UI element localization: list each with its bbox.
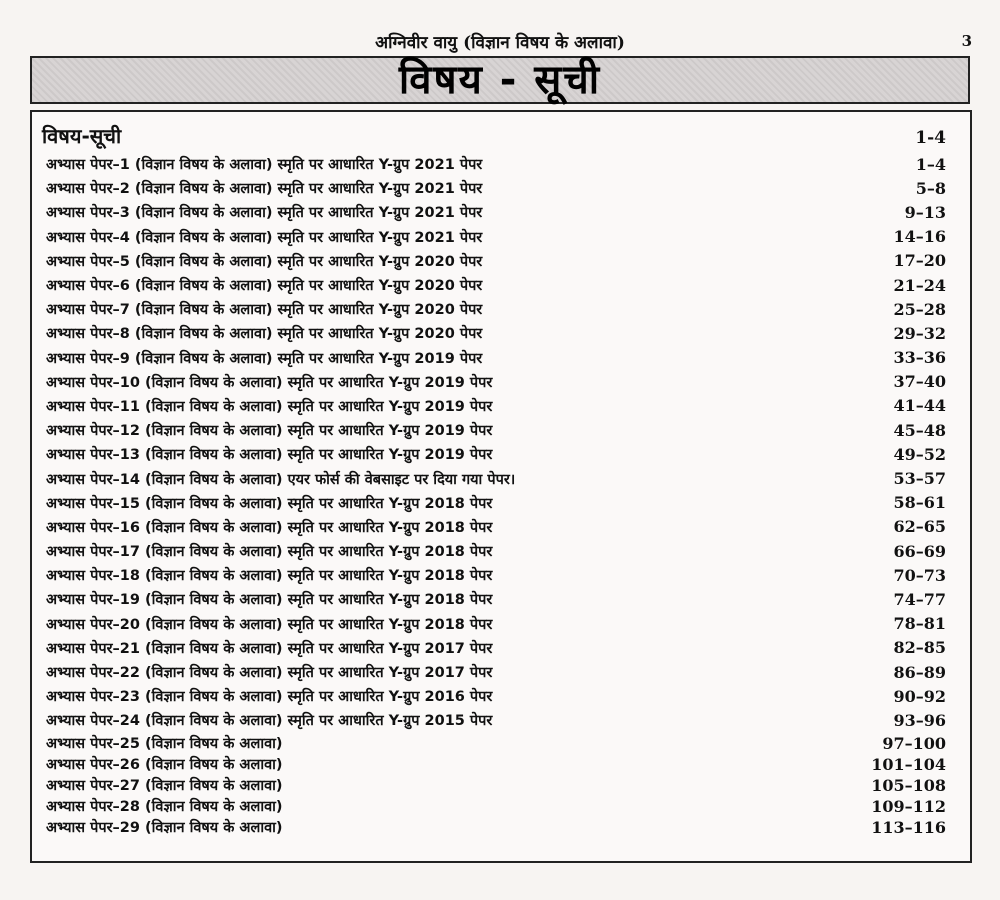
toc-entry-title: अभ्यास पेपर–10 (विज्ञान विषय के अलावा) स्मृति पर आधारित Y-ग्रुप 2019 पेपर: [46, 374, 493, 391]
toc-entry[interactable]: [46, 321, 946, 345]
toc-entry[interactable]: [46, 563, 946, 587]
toc-entry[interactable]: [46, 660, 946, 684]
toc-entry-title: अभ्यास पेपर–26 (विज्ञान विषय के अलावा): [46, 757, 283, 773]
toc-entry-pages: 33–36: [893, 348, 946, 368]
toc-entry[interactable]: [46, 249, 946, 273]
toc-entry-pages: 90–92: [893, 686, 946, 706]
toc-entry-pages: 21–24: [893, 275, 946, 295]
toc-entry-title: अभ्यास पेपर–1 (विज्ञान विषय के अलावा) स्मृति पर आधारित Y-ग्रुप 2021 पेपर: [46, 157, 483, 174]
toc-entry[interactable]: [46, 684, 946, 708]
toc-entry-title: अभ्यास पेपर–23 (विज्ञान विषय के अलावा) स्मृति पर आधारित Y-ग्रुप 2016 पेपर: [46, 689, 493, 706]
toc-entry-title: अभ्यास पेपर–18 (विज्ञान विषय के अलावा) स्मृति पर आधारित Y-ग्रुप 2018 पेपर: [46, 568, 493, 585]
toc-entry-pages: 45–48: [893, 420, 946, 440]
toc-entry[interactable]: [46, 225, 946, 249]
toc-entry-title: अभ्यास पेपर–12 (विज्ञान विषय के अलावा) स्मृति पर आधारित Y-ग्रुप 2019 पेपर: [46, 423, 493, 440]
toc-entry-title: अभ्यास पेपर–19 (विज्ञान विषय के अलावा) स्मृति पर आधारित Y-ग्रुप 2018 पेपर: [46, 592, 493, 609]
toc-entry-title: अभ्यास पेपर–22 (विज्ञान विषय के अलावा) स्मृति पर आधारित Y-ग्रुप 2017 पेपर: [46, 665, 493, 682]
toc-entry-title: अभ्यास पेपर–15 (विज्ञान विषय के अलावा) स्मृति पर आधारित Y-ग्रुप 2018 पेपर: [46, 495, 493, 512]
toc-entry-title: अभ्यास पेपर–6 (विज्ञान विषय के अलावा) स्मृति पर आधारित Y-ग्रुप 2020 पेपर: [46, 278, 483, 295]
toc-entry-pages: 17–20: [893, 251, 946, 271]
toc-entry-title: अभ्यास पेपर–11 (विज्ञान विषय के अलावा) स्मृति पर आधारित Y-ग्रुप 2019 पेपर: [46, 398, 493, 415]
toc-entry[interactable]: [46, 466, 946, 490]
toc-entry-pages: 53–57: [893, 469, 946, 489]
toc-entry-title: अभ्यास पेपर–5 (विज्ञान विषय के अलावा) स्मृति पर आधारित Y-ग्रुप 2020 पेपर: [46, 253, 483, 270]
toc-entry[interactable]: [46, 273, 946, 297]
toc-entry-pages: 25–28: [893, 299, 946, 319]
toc-entry-pages: 1–4: [915, 154, 946, 174]
banner-title: विषय - सूची: [398, 57, 602, 103]
toc-entry[interactable]: [46, 442, 946, 466]
toc-entry[interactable]: [46, 612, 946, 636]
toc-entry[interactable]: [46, 394, 946, 418]
toc-entry-pages: 5–8: [915, 178, 946, 198]
toc-entry-pages: 14–16: [893, 227, 946, 247]
toc-entry-title: अभ्यास पेपर–2 (विज्ञान विषय के अलावा) स्मृति पर आधारित Y-ग्रुप 2021 पेपर: [46, 181, 483, 198]
toc-entry-title: अभ्यास पेपर–4 (विज्ञान विषय के अलावा) स्मृति पर आधारित Y-ग्रुप 2021 पेपर: [46, 229, 483, 246]
table-of-contents: [30, 110, 972, 863]
toc-entry[interactable]: [46, 176, 946, 200]
toc-entry-pages: 105–108: [871, 775, 946, 795]
toc-entry[interactable]: [46, 418, 946, 442]
toc-entry-pages: 9–13: [904, 202, 946, 222]
toc-heading-pages: 1-4: [915, 128, 946, 148]
toc-entry-title: अभ्यास पेपर–3 (विज्ञान विषय के अलावा) स्मृति पर आधारित Y-ग्रुप 2021 पेपर: [46, 205, 483, 222]
toc-entry[interactable]: [46, 515, 946, 539]
toc-entry-pages: 70–73: [893, 565, 946, 585]
toc-entry-title: अभ्यास पेपर–27 (विज्ञान विषय के अलावा): [46, 778, 283, 794]
toc-heading: विषय-सूची: [42, 124, 122, 148]
toc-entry-pages: 93–96: [893, 710, 946, 730]
toc-entry-title: अभ्यास पेपर–7 (विज्ञान विषय के अलावा) स्मृति पर आधारित Y-ग्रुप 2020 पेपर: [46, 302, 483, 319]
toc-entry[interactable]: [46, 370, 946, 394]
toc-entry[interactable]: [46, 796, 946, 817]
toc-entry-pages: 74–77: [893, 589, 946, 609]
toc-entry[interactable]: [46, 636, 946, 660]
toc-entry-title: अभ्यास पेपर–17 (विज्ञान विषय के अलावा) स्मृति पर आधारित Y-ग्रुप 2018 पेपर: [46, 544, 493, 561]
toc-entry-title: अभ्यास पेपर–28 (विज्ञान विषय के अलावा): [46, 799, 283, 815]
toc-entry[interactable]: [46, 754, 946, 775]
toc-entry-pages: 78–81: [893, 614, 946, 634]
toc-entries: [46, 152, 946, 838]
toc-entry-pages: 37–40: [893, 372, 946, 392]
toc-entry[interactable]: [46, 152, 946, 176]
toc-entry[interactable]: [46, 346, 946, 370]
toc-entry[interactable]: [46, 200, 946, 224]
toc-entry-pages: 66–69: [893, 541, 946, 561]
toc-entry[interactable]: [46, 491, 946, 515]
toc-entry-pages: 41–44: [893, 396, 946, 416]
title-banner: [30, 56, 970, 104]
toc-entry-title: अभ्यास पेपर–14 (विज्ञान विषय के अलावा) एयर फोर्स की वेबसाइट पर दिया गया पेपर।: [46, 471, 516, 488]
toc-entry-title: अभ्यास पेपर–21 (विज्ञान विषय के अलावा) स्मृति पर आधारित Y-ग्रुप 2017 पेपर: [46, 640, 493, 657]
toc-entry-pages: 62–65: [893, 517, 946, 537]
toc-entry-title: अभ्यास पेपर–20 (विज्ञान विषय के अलावा) स्मृति पर आधारित Y-ग्रुप 2018 पेपर: [46, 616, 493, 633]
toc-entry[interactable]: [46, 775, 946, 796]
toc-heading-row: [42, 122, 946, 150]
toc-entry[interactable]: [46, 817, 946, 838]
toc-entry-pages: 49–52: [893, 444, 946, 464]
toc-entry-pages: 86–89: [893, 662, 946, 682]
toc-entry-title: अभ्यास पेपर–25 (विज्ञान विषय के अलावा): [46, 736, 283, 752]
toc-entry-pages: 82–85: [893, 638, 946, 658]
toc-entry[interactable]: [46, 733, 946, 754]
toc-entry-title: अभ्यास पेपर–24 (विज्ञान विषय के अलावा) स्मृति पर आधारित Y-ग्रुप 2015 पेपर: [46, 713, 493, 730]
toc-entry-pages: 113–116: [871, 817, 946, 837]
toc-entry-pages: 97–100: [882, 733, 946, 753]
toc-entry[interactable]: [46, 587, 946, 611]
toc-entry[interactable]: [46, 708, 946, 732]
toc-entry-pages: 101–104: [871, 754, 946, 774]
toc-entry-title: अभ्यास पेपर–13 (विज्ञान विषय के अलावा) स्मृति पर आधारित Y-ग्रुप 2019 पेपर: [46, 447, 493, 464]
toc-entry-title: अभ्यास पेपर–29 (विज्ञान विषय के अलावा): [46, 820, 283, 836]
toc-entry-title: अभ्यास पेपर–16 (विज्ञान विषय के अलावा) स्मृति पर आधारित Y-ग्रुप 2018 पेपर: [46, 519, 493, 536]
toc-entry-title: अभ्यास पेपर–9 (विज्ञान विषय के अलावा) स्मृति पर आधारित Y-ग्रुप 2019 पेपर: [46, 350, 483, 367]
page-number: 3: [961, 32, 972, 50]
toc-entry-title: अभ्यास पेपर–8 (विज्ञान विषय के अलावा) स्मृति पर आधारित Y-ग्रुप 2020 पेपर: [46, 326, 483, 343]
toc-entry-pages: 58–61: [893, 493, 946, 513]
running-header: अग्निवीर वायु (विज्ञान विषय के अलावा): [375, 33, 625, 53]
toc-entry-pages: 109–112: [871, 796, 946, 816]
toc-entry-pages: 29–32: [893, 323, 946, 343]
toc-entry[interactable]: [46, 539, 946, 563]
toc-entry[interactable]: [46, 297, 946, 321]
